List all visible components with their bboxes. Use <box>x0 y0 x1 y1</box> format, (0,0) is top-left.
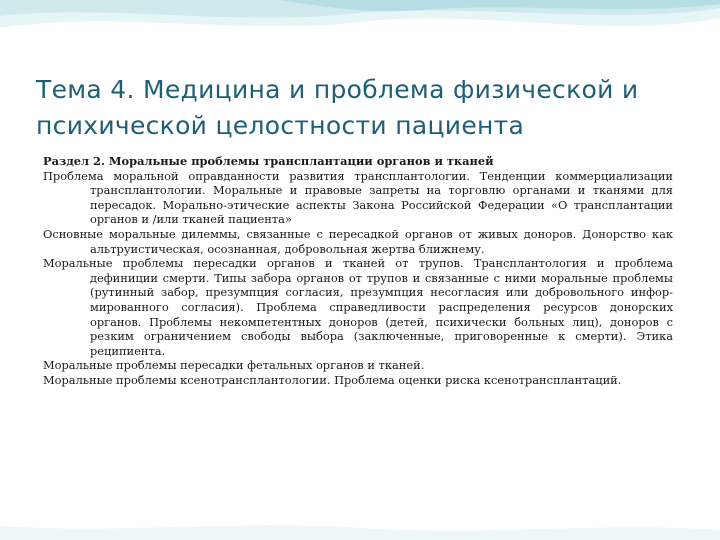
paragraph: Проблема моральной оправданности развития трансплантологии. Тенденции коммерциализации трансплантологии. Моральные и правовые запреты на торговлю органами и тканями для пересадок. Морально-этические аспекты Закона Российской Федерации «О трансплантации органов и /или тканей пациента» <box>43 168 673 227</box>
paragraph: Моральные проблемы пересадки органов и тканей от трупов. Трансплантология и проблема дефиниции смерти. Типы забора органов от трупов и связанные с ними моральные проблемы (рутинный забор, презумпция согласия, презумпция несогласия или добровольного инфор-мированного согласия). Проблема справедливости распределения ресурсов донорских органов. Проблемы некомпетентных доноров (детей, психически больных лиц), доноров с резким ограничением свободы выбора (заключенные, приговоренные к смерти). Этика реципиента. <box>43 256 673 358</box>
slide-body <box>43 154 673 388</box>
bottom-wave-decoration <box>0 500 720 540</box>
paragraph: Основные моральные дилеммы, связанные с пересадкой органов от живых доноров. Донорство как альтруистическая, осознанная, добровольная жертва ближнему. <box>43 226 673 256</box>
top-wave-decoration <box>0 0 720 80</box>
section-heading: Раздел 2. Моральные проблемы трансплантации органов и тканей <box>43 154 494 168</box>
slide-title: Тема 4. Медицина и проблема физической и психической целостности пациента <box>36 75 639 140</box>
paragraph: Моральные проблемы пересадки фетальных органов и тканей. <box>43 358 425 373</box>
paragraph: Моральные проблемы ксенотрансплантологии. Проблема оценки риска ксенотрансплантаций. <box>43 372 622 387</box>
